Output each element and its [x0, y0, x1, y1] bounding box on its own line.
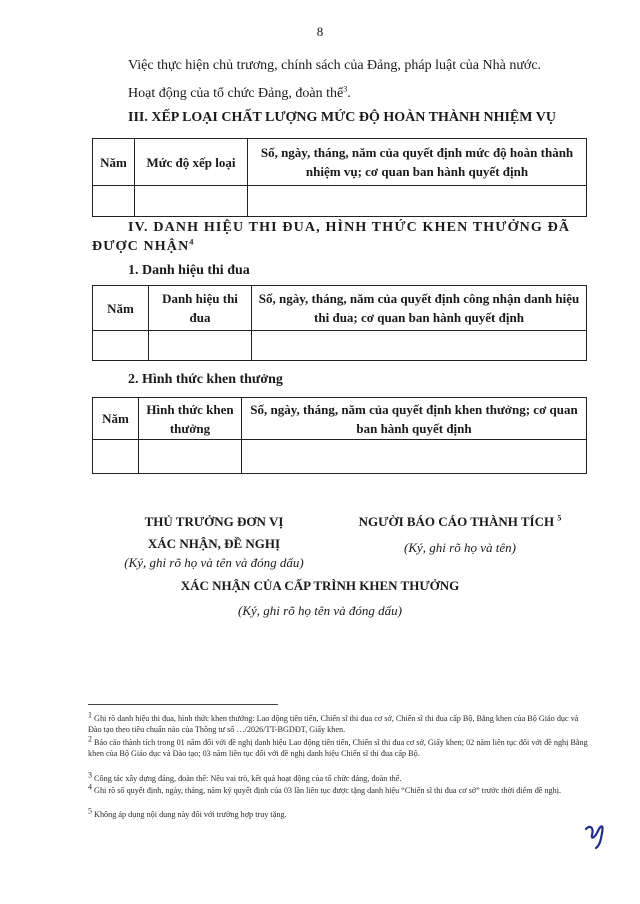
table-cell[interactable] [242, 440, 587, 474]
reporter-title-text: NGƯỜI BÁO CÁO THÀNH TÍCH [358, 514, 555, 529]
table-row [93, 186, 587, 217]
table-header-row [93, 286, 587, 331]
header-decision: Số, ngày, tháng, năm của quyết định công nhận danh hiệu thi đua; cơ quan ban hành quyết định [252, 286, 587, 331]
unit-head-signature-block [74, 511, 354, 571]
intro-line-2: Hoạt động của tổ chức Đảng, đoàn thể$^3$. [128, 84, 351, 101]
table-cell[interactable] [248, 186, 587, 217]
footnote-text: Công tác xây dựng đảng, đoàn thể: Nêu vai trò, kết quả hoạt động của tổ chức đảng, đoàn thể. [94, 774, 402, 783]
header-year: Năm [93, 398, 139, 440]
table-cell[interactable] [93, 440, 139, 474]
header-rating-level: Mức độ xếp loại [135, 139, 248, 186]
table-row [93, 440, 587, 474]
table-cell[interactable] [149, 331, 252, 361]
section-4-title [92, 218, 586, 256]
intro-line-2-text: Hoạt động của tổ chức Đảng, đoàn thể [128, 86, 344, 101]
table-cell[interactable] [139, 440, 242, 474]
quality-rating-table [92, 138, 587, 217]
footnote-3 [88, 770, 588, 785]
footnote-number: 4 [88, 782, 92, 792]
footnote-number: 2 [88, 734, 92, 744]
approval-note: (Ký, ghi rõ họ tên và đóng dấu) [238, 603, 402, 618]
section-3-title: III. XẾP LOẠI CHẤT LƯỢNG MỨC ĐỘ HOÀN THÀNH NHIỆM VỤ [128, 110, 556, 125]
table-cell[interactable] [252, 331, 587, 361]
intro-line-1: Việc thực hiện chủ trương, chính sách của Đảng, pháp luật của Nhà nước. [128, 58, 542, 73]
footnote-ref-5: 5 [557, 513, 562, 523]
header-year: Năm [93, 139, 135, 186]
footnote-text: Ghi rõ danh hiệu thi đua, hình thức khen thưởng: Lao động tiên tiến, Chiến sĩ thi đua cơ sở, Chiến sĩ thi đua cấp Bộ, Bằng khen của Bộ Giáo dục và Đào tạo theo tiêu chuẩn nào của Thông tư số …/2026/TT-BGDĐT, Giấy khen. [88, 714, 579, 734]
footnote-text: Ghi rõ số quyết định, ngày, tháng, năm ký quyết định của 03 lần liên tục được tặng danh hiệu “Chiến sĩ thi đua cơ sở” trước thời điểm đề nghị. [94, 786, 562, 795]
table-row [93, 331, 587, 361]
commendation-subsection-title: 2. Hình thức khen thưởng [128, 372, 283, 387]
header-commendation-form: Hình thức khen thưởng [139, 398, 242, 440]
footnote-4 [88, 782, 588, 797]
approval-title: XÁC NHẬN CỦA CẤP TRÌNH KHEN THƯỞNG [180, 578, 460, 593]
header-year: Năm [93, 286, 149, 331]
footnote-text: Báo cáo thành tích trong 01 năm đối với đề nghị danh hiệu Lao động tiên tiến, Chiến sĩ thi đua cơ sở, Giấy khen; 02 năm liên tục đối với đề nghị Bằng khen của Bộ Giáo dục và Đào tạo; 03 năm liên tục đối với đề nghị danh hiệu Chiến sĩ thi đua cấp Bộ. [88, 738, 588, 758]
footnote-number: 3 [88, 770, 92, 780]
footnote-1 [88, 710, 588, 735]
unit-head-title: THỦ TRƯỞNG ĐƠN VỊ [144, 514, 284, 529]
table-cell[interactable] [93, 186, 135, 217]
reporter-note: (Ký, ghi rõ họ và tên) [404, 540, 516, 555]
reporter-title [330, 511, 590, 533]
footnote-5 [88, 806, 588, 821]
page-number: 8 [316, 24, 324, 39]
unit-head-note: (Ký, ghi rõ họ và tên và đóng dấu) [124, 555, 304, 570]
table-header-row [93, 398, 587, 440]
header-emulation-title: Danh hiệu thi đua [149, 286, 252, 331]
header-decision: Số, ngày, tháng, năm của quyết định khen thưởng; cơ quan ban hành quyết định [242, 398, 587, 440]
footnote-divider [88, 704, 278, 705]
footnote-number: 1 [88, 710, 92, 720]
table-header-row [93, 139, 587, 186]
table-cell[interactable] [93, 331, 149, 361]
unit-head-confirm: XÁC NHẬN, ĐỀ NGHỊ [147, 536, 281, 551]
footnote-number: 5 [88, 806, 92, 816]
footnote-ref-4: 4 [189, 237, 195, 247]
reporter-signature-block [330, 511, 590, 559]
section-4-title-text: IV. DANH HIỆU THI ĐUA, HÌNH THỨC KHEN THƯỞNG ĐÃ ĐƯỢC NHẬN [92, 220, 571, 254]
awards-subsection-title: 1. Danh hiệu thi đua [128, 263, 250, 278]
header-decision: Số, ngày, tháng, năm của quyết định mức độ hoàn thành nhiệm vụ; cơ quan ban hành quyết định [248, 139, 587, 186]
approval-signature-block [0, 575, 640, 622]
table-cell[interactable] [135, 186, 248, 217]
footnote-text: Không áp dụng nội dung này đối với trường hợp truy tặng. [94, 810, 287, 819]
footnote-ref-3: 3 [343, 84, 348, 94]
commendation-form-table [92, 397, 587, 474]
footnote-2 [88, 734, 588, 759]
emulation-title-table [92, 285, 587, 361]
handwritten-initial-mark [580, 817, 614, 851]
